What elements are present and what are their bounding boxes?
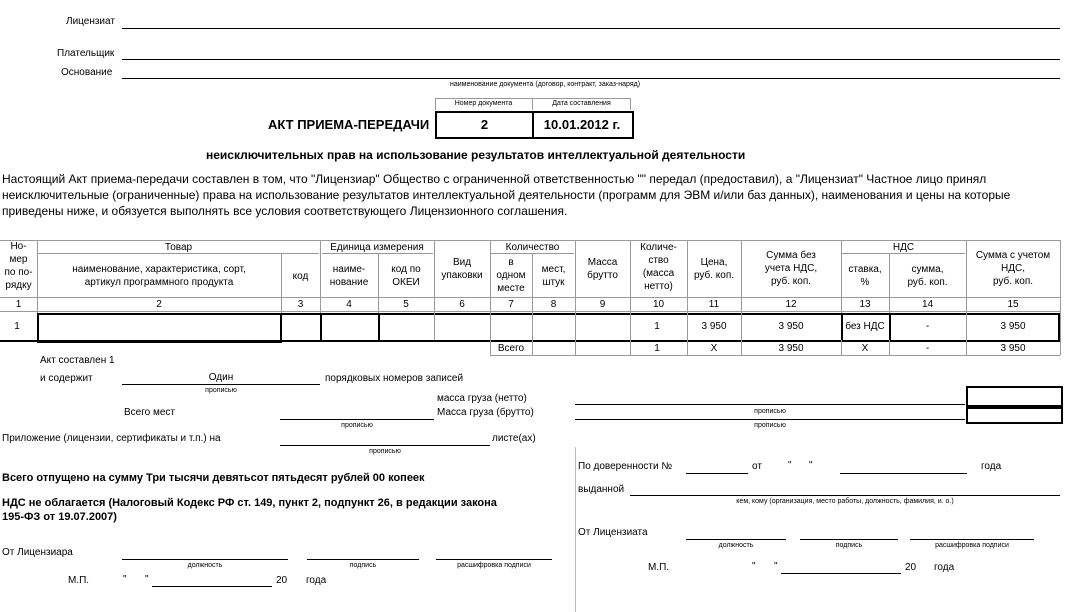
net-mass-hint: прописью bbox=[754, 408, 786, 415]
proxy-year-label: года bbox=[981, 461, 1002, 472]
from-licensor-label: От Лицензиара bbox=[2, 547, 73, 558]
intro-line-2: неисключительные (ограниченные) права на использование результатов интеллектуальной деятельности (программ для ЭВМ и/или баз данных), наименования и цены на которые bbox=[2, 188, 1011, 202]
total-label: Всего bbox=[497, 343, 525, 354]
attachment-line[interactable] bbox=[280, 445, 490, 446]
records-hint: прописью bbox=[205, 387, 237, 394]
doc-number[interactable]: 2 bbox=[480, 117, 489, 132]
row-vat-sum[interactable]: - bbox=[925, 321, 930, 332]
col-num-4: 4 bbox=[346, 299, 352, 310]
th-unit: Единица измерения bbox=[330, 242, 424, 253]
th-code: код bbox=[292, 271, 309, 282]
th-qty: Количество bbox=[505, 242, 560, 253]
records-count[interactable]: Один bbox=[208, 372, 234, 383]
th-pack: Вид упаковки bbox=[441, 257, 483, 281]
th-places: мест, штук bbox=[541, 264, 566, 288]
intro-line-3: приведены ниже, и обязуется выполнять все условия соответствующего Лицензионного соглашения. bbox=[2, 204, 568, 218]
issued-label: выданной bbox=[578, 484, 625, 495]
licensor-signature-line[interactable] bbox=[307, 559, 419, 560]
licensor-date-line[interactable] bbox=[152, 586, 272, 587]
doc-date[interactable]: 10.01.2012 г. bbox=[543, 117, 621, 132]
licensee-signature-line[interactable] bbox=[800, 539, 898, 540]
col-num-8: 8 bbox=[550, 299, 557, 310]
row-price[interactable]: 3 950 bbox=[701, 321, 727, 332]
issued-hint: кем, кому (организация, место работы, должность, фамилия, и. о.) bbox=[736, 498, 954, 505]
col-num-2: 2 bbox=[156, 299, 162, 310]
licensee-year-label: года bbox=[934, 562, 955, 573]
gross-mass-box[interactable] bbox=[966, 405, 1063, 424]
licensee-quote-open: " bbox=[752, 561, 756, 572]
issued-line[interactable] bbox=[630, 495, 1060, 496]
col-num-3: 3 bbox=[297, 299, 304, 310]
th-num: Но- мер по по- рядку bbox=[4, 241, 33, 291]
col-num-9: 9 bbox=[599, 299, 606, 310]
act-made: Акт составлен 1 bbox=[40, 355, 115, 366]
attachment-label: Приложение (лицензии, сертификаты и т.п.) на bbox=[2, 433, 221, 444]
payer-line[interactable] bbox=[122, 59, 1060, 60]
licensor-quote-close: " bbox=[145, 574, 149, 585]
from-licensee-label: От Лицензиата bbox=[578, 527, 648, 538]
licensee-decode-line[interactable] bbox=[910, 539, 1034, 540]
total-qty: 1 bbox=[654, 343, 660, 354]
licensee-date-line[interactable] bbox=[781, 573, 901, 574]
th-goods: Товар bbox=[164, 242, 193, 253]
licensee-line[interactable] bbox=[122, 28, 1060, 29]
licensor-decode-line[interactable] bbox=[436, 559, 552, 560]
licensee-position-hint: должность bbox=[718, 542, 754, 549]
licensor-year-label: года bbox=[306, 575, 327, 586]
total-rate: X bbox=[861, 343, 869, 354]
basis-line[interactable] bbox=[122, 78, 1060, 79]
row-sum-vat[interactable]: 3 950 bbox=[1000, 321, 1026, 332]
number-header: Номер документа bbox=[454, 100, 513, 107]
col-num-14: 14 bbox=[921, 299, 934, 310]
licensee-year-20: 20 bbox=[905, 562, 917, 573]
sheets-label: листе(ах) bbox=[492, 433, 536, 444]
row-sum-novat[interactable]: 3 950 bbox=[778, 321, 804, 332]
total-places-label: Всего мест bbox=[124, 407, 176, 418]
total-price: X bbox=[710, 343, 718, 354]
licensee-label: Лицензиат bbox=[66, 16, 115, 27]
licensor-year-20: 20 bbox=[276, 575, 288, 586]
row-num: 1 bbox=[14, 321, 20, 332]
th-gross: Масса брутто bbox=[587, 257, 618, 281]
gross-mass-label: Масса груза (брутто) bbox=[437, 407, 534, 418]
vat-note-1: НДС не облагается (Налоговый Кодекс РФ ст. 149, пункт 2, подпункт 26, в редакции закона bbox=[2, 497, 497, 509]
basis-hint: наименование документа (договор, контракт, заказ-наряд) bbox=[450, 81, 641, 88]
th-vat: НДС bbox=[892, 242, 915, 253]
th-sum-novat: Сумма без учета НДС, руб. коп. bbox=[764, 250, 818, 287]
payer-label: Плательщик bbox=[57, 48, 115, 59]
total-sum-novat: 3 950 bbox=[778, 343, 804, 354]
th-price: Цена, руб. коп. bbox=[693, 257, 735, 281]
col-num-11: 11 bbox=[708, 299, 720, 310]
th-rate: ставка, % bbox=[848, 264, 882, 288]
col-num-6: 6 bbox=[459, 299, 465, 310]
licensee-signature-hint: подпись bbox=[835, 542, 863, 549]
licensee-quote-close: " bbox=[774, 561, 778, 572]
licensor-quote-open: " bbox=[123, 574, 127, 585]
total-places-line[interactable] bbox=[280, 419, 434, 420]
doc-title: АКТ ПРИЕМА-ПЕРЕДАЧИ bbox=[268, 117, 430, 132]
total-released: Всего отпущено на сумму Три тысячи девятьсот пятьдесят рублей 00 копеек bbox=[2, 472, 425, 484]
proxy-date-line[interactable] bbox=[840, 473, 967, 474]
col-num-10: 10 bbox=[652, 299, 665, 310]
th-vat-sum: сумма, руб. коп. bbox=[907, 264, 948, 288]
licensee-decode-hint: расшифровка подписи bbox=[935, 542, 1009, 549]
col-num-15: 15 bbox=[1007, 299, 1019, 310]
total-vat-sum: - bbox=[925, 343, 930, 354]
licensor-decode-hint: расшифровка подписи bbox=[457, 562, 531, 569]
col-num-7: 7 bbox=[508, 299, 514, 310]
licensee-position-line[interactable] bbox=[686, 539, 786, 540]
proxy-quote-open: " bbox=[788, 460, 792, 471]
net-mass-label: масса груза (нетто) bbox=[437, 393, 527, 404]
col-num-1: 1 bbox=[15, 299, 22, 310]
contains-label: и содержит bbox=[40, 373, 93, 384]
doc-subtitle: неисключительных прав на использование результатов интеллектуальной деятельности bbox=[206, 148, 746, 162]
th-qty-net: Количе- ство (масса нетто) bbox=[640, 242, 677, 292]
th-sum-vat: Сумма с учетом НДС, руб. коп. bbox=[975, 250, 1051, 287]
gross-mass-hint: прописью bbox=[754, 422, 786, 429]
licensor-signature-hint: подпись bbox=[349, 562, 377, 569]
col-num-12: 12 bbox=[785, 299, 797, 310]
proxy-from-label: от bbox=[752, 461, 762, 472]
total-places-hint: прописью bbox=[341, 422, 373, 429]
records-label: порядковых номеров записей bbox=[325, 373, 464, 384]
th-unit-name: наиме- нование bbox=[329, 264, 369, 288]
col-num-5: 5 bbox=[403, 299, 409, 310]
vat-note-2: 195-ФЗ от 19.07.2007) bbox=[2, 511, 117, 523]
th-okei: код по ОКЕИ bbox=[391, 264, 421, 288]
goods-name-cell[interactable] bbox=[37, 313, 282, 343]
proxy-quote-close: " bbox=[809, 460, 813, 471]
licensor-mp: М.П. bbox=[68, 575, 90, 586]
col-num-13: 13 bbox=[859, 299, 871, 310]
proxy-number-line[interactable] bbox=[686, 473, 748, 474]
licensor-position-line[interactable] bbox=[122, 559, 288, 560]
licensor-position-hint: должность bbox=[187, 562, 223, 569]
proxy-label: По доверенности № bbox=[578, 461, 673, 472]
row-rate[interactable]: без НДС bbox=[845, 321, 885, 332]
date-header: Дата составления bbox=[552, 100, 611, 107]
row-qty[interactable]: 1 bbox=[654, 321, 660, 332]
attachment-hint: прописью bbox=[369, 448, 401, 455]
licensee-mp: М.П. bbox=[648, 562, 670, 573]
total-sum-vat: 3 950 bbox=[1000, 343, 1026, 354]
intro-line-1: Настоящий Акт приема-передачи составлен в том, что "Лицензиар" Общество с ограниченной ответственностью "" передал (предоставил), а "Лицензиат" Частное лицо принял bbox=[2, 172, 987, 186]
basis-label: Основание bbox=[61, 67, 113, 78]
th-goods-name: наименование, характеристика, сорт, артикул программного продукта bbox=[72, 264, 246, 288]
th-one-place: в одном месте bbox=[496, 257, 526, 294]
